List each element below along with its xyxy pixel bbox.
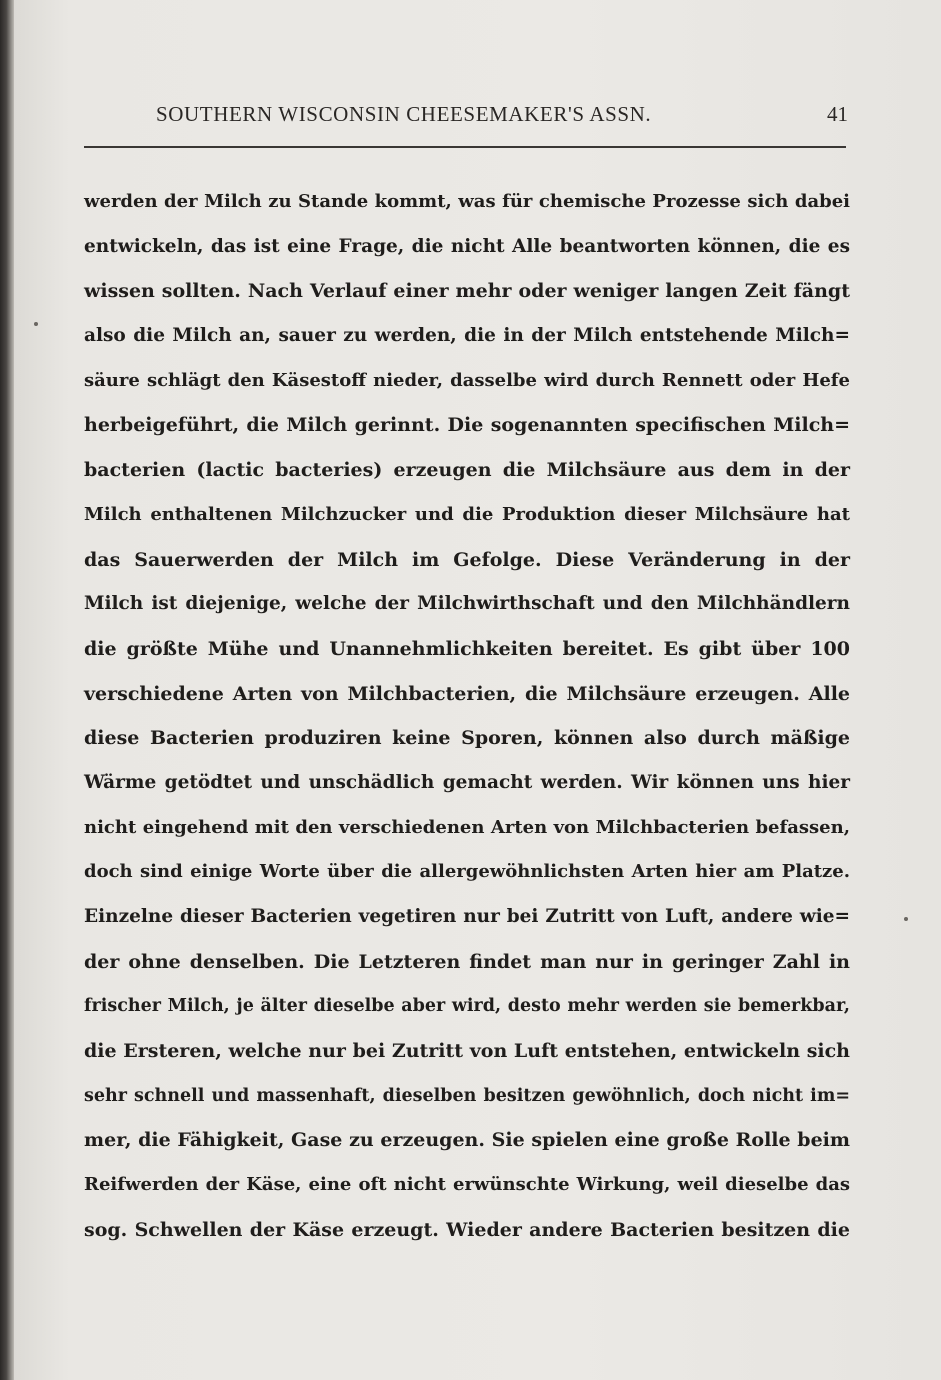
text-line: Milch enthaltenen Milchzucker und die Produktion dieser Milchsäure hat — [84, 503, 850, 525]
book-spine-shadow — [0, 0, 14, 1380]
text-line: also die Milch an, sauer zu werden, die in der Milch entstehende Milch= — [84, 325, 850, 347]
text-line: verschiedene Arten von Milchbacterien, die Milchsäure erzeugen. Alle — [84, 682, 850, 705]
running-head: SOUTHERN WISCONSIN CHEESEMAKER'S ASSN. — [156, 102, 652, 126]
text-line: die Ersteren, welche nur bei Zutritt von Luft entstehen, entwickeln sich — [84, 1040, 850, 1063]
text-line: Wärme getödtet und unschädlich gemacht werden. Wir können uns hier — [84, 771, 850, 793]
header-rule — [84, 146, 846, 148]
text-line: Reifwerden der Käse, eine oft nicht erwünschte Wirkung, weil dieselbe das — [84, 1174, 850, 1196]
text-line: bacterien (lactic bacteries) erzeugen die Milchsäure aus dem in der — [84, 459, 850, 482]
text-line: sehr schnell und massenhaft, dieselben besitzen gewöhnlich, doch nicht im= — [84, 1085, 850, 1106]
body-text — [84, 180, 850, 1253]
text-line: der ohne denselben. Die Letzteren findet man nur in geringer Zahl in — [84, 950, 850, 973]
text-line: säure schlägt den Käsestoff nieder, dasselbe wird durch Rennett oder Hefe — [84, 369, 850, 391]
text-line: frischer Milch, je älter dieselbe aber wird, desto mehr werden sie bemerkbar, — [84, 996, 850, 1017]
text-line: Einzelne dieser Bacterien vegetiren nur bei Zutritt von Luft, andere wie= — [84, 906, 850, 927]
text-line: herbeigeführt, die Milch gerinnt. Die sogenannten specifischen Milch= — [84, 414, 850, 437]
text-line: Milch ist diejenige, welche der Milchwirthschaft und den Milchhändlern — [84, 593, 850, 615]
print-speck — [34, 322, 38, 326]
text-line: diese Bacterien produziren keine Sporen, können also durch mäßige — [84, 727, 850, 750]
text-line: nicht eingehend mit den verschiedenen Arten von Milchbacterien befassen, — [84, 816, 850, 838]
text-line: die größte Mühe und Unannehmlichkeiten bereitet. Es gibt über 100 — [84, 637, 850, 660]
page-header — [156, 102, 848, 132]
text-line: doch sind einige Worte über die allergewöhnlichsten Arten hier am Platze. — [84, 861, 850, 883]
text-line: wissen sollten. Nach Verlauf einer mehr oder weniger langen Zeit fängt — [84, 280, 850, 303]
page-number: 41 — [827, 102, 848, 126]
book-page — [14, 0, 941, 1380]
text-line: entwickeln, das ist eine Frage, die nicht Alle beantworten können, die es — [84, 235, 850, 257]
print-speck — [904, 917, 908, 921]
text-line: mer, die Fähigkeit, Gase zu erzeugen. Sie spielen eine große Rolle beim — [84, 1129, 850, 1152]
text-line: das Sauerwerden der Milch im Gefolge. Diese Veränderung in der — [84, 548, 850, 571]
text-line: sog. Schwellen der Käse erzeugt. Wieder andere Bacterien besitzen die — [84, 1218, 850, 1241]
text-line: werden der Milch zu Stande kommt, was für chemische Prozesse sich dabei — [84, 191, 850, 212]
